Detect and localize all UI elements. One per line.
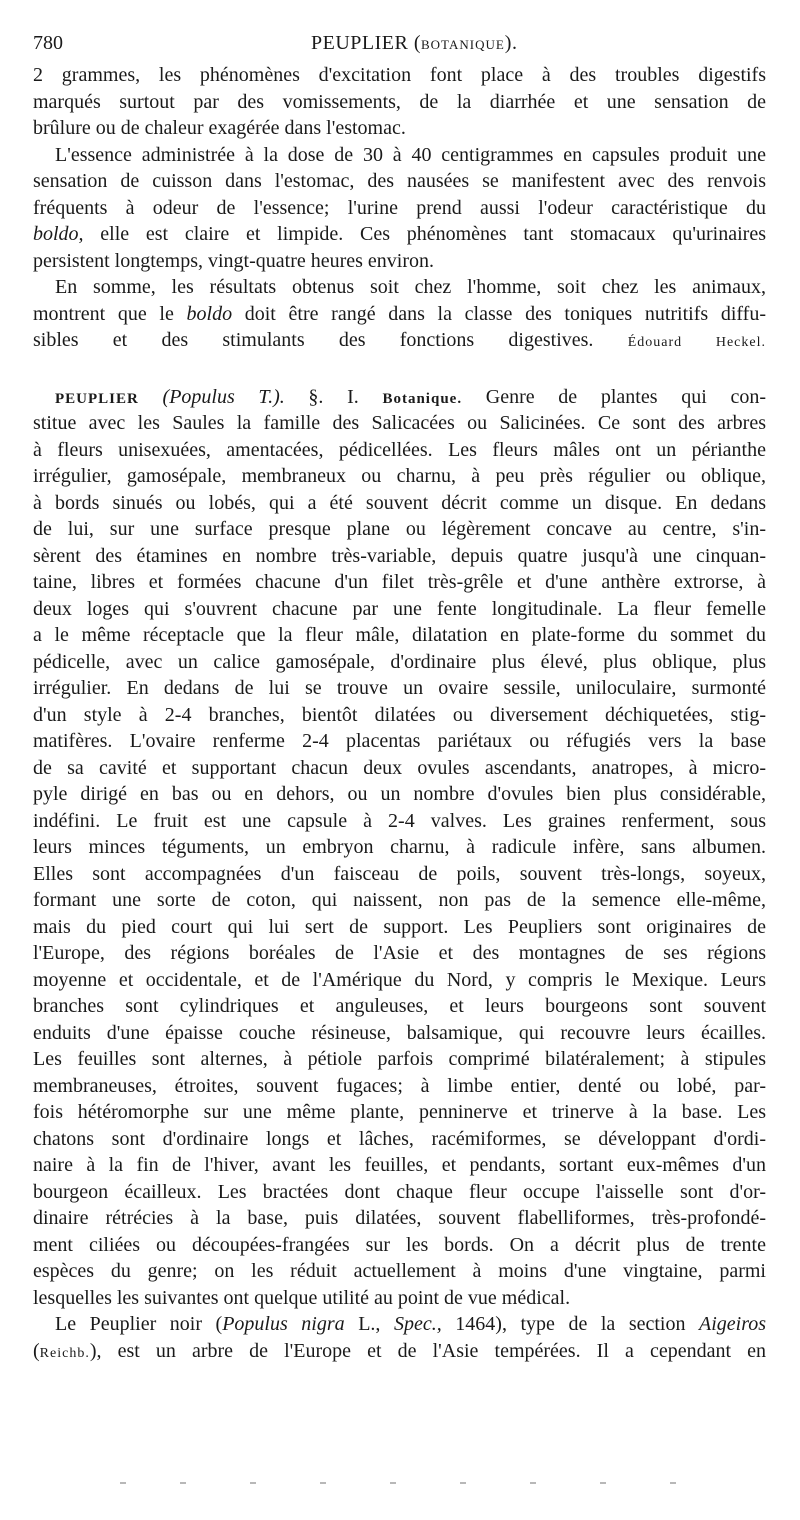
text-line: naire à la fin de l'hiver, avant les feuilles, et pendants, sortant eux-mêmes d'un — [33, 1154, 766, 1176]
text-line: membraneuses, étroites, souvent fugaces; à limbe entier, denté ou lobé, par- — [33, 1074, 766, 1097]
text-line: fois hétéromorphe sur une même plante, penninerve et trinerve à la base. Les — [33, 1101, 766, 1123]
body-text — [33, 62, 766, 1364]
text-line: Elles sont accompagnées d'un faisceau de poils, souvent très-longs, soyeux, — [33, 862, 766, 885]
running-head-title: PEUPLIER ( — [311, 32, 421, 54]
author-abbrev: Reichb. — [39, 1345, 90, 1361]
text-line: persistent longtemps, vingt-quatre heures environ. — [33, 249, 435, 272]
running-head-close: ). — [504, 32, 518, 54]
text-line: formant une sorte de coton, qui naissent, non pas de la semence elle-même, — [33, 889, 766, 911]
text-line: 2 grammes, les phénomènes d'excitation font place à des troubles digestifs — [33, 64, 766, 86]
text-line: montrent que le boldo doit être rangé dans la classe des toniques nutritifs diffu- — [33, 302, 766, 325]
text-line: Les feuilles sont alternes, à pétiole parfois comprimé bilatéralement; à stipules — [33, 1048, 766, 1070]
text-line: deux loges qui s'ouvrent chacune par une fente longitudinale. La fleur femelle — [33, 597, 766, 620]
text-line: marqués surtout par des vomissements, de la diarrhée et une sensation de — [33, 90, 766, 113]
text-line: branches sont cylindriques et anguleuses, et leurs bourgeons sont souvent — [33, 995, 766, 1017]
text-line: lesquelles les suivantes ont quelque utilité au point de vue médical. — [33, 1286, 571, 1309]
text-line: taine, libres et formées chacune d'un filet très-grêle et d'une anthère extrorse, à — [33, 571, 766, 593]
text-line: a le même réceptacle que la fleur mâle, dilatation en plate-forme du sommet du — [33, 624, 766, 646]
article-headword: PEUPLIER — [55, 390, 139, 407]
section-title: Botanique. — [382, 390, 463, 407]
author-signature: Édouard Heckel. — [627, 335, 767, 350]
article-taxon: (Populus T.). — [162, 385, 285, 408]
text-line: brûlure ou de chaleur exagérée dans l'estomac. — [33, 117, 406, 139]
text-line: mais du pied court qui lui sert de support. Les Peupliers sont originaires de — [33, 915, 766, 938]
page-number: 780 — [33, 32, 63, 54]
text-line: bourgeon écailleux. Les bractées dont chaque fleur occupe l'aisselle sont d'or- — [33, 1180, 766, 1203]
running-head-section: BOTANIQUE — [421, 37, 505, 52]
page-header — [33, 28, 766, 58]
italic-section-name: Aigeiros — [699, 1313, 767, 1335]
italic-citation: Spec., — [393, 1313, 442, 1335]
running-head — [311, 28, 517, 60]
text-line: enduits d'une épaisse couche résineuse, balsamique, qui recouvre leurs écailles. — [33, 1021, 766, 1044]
italic-term: boldo, — [33, 223, 84, 245]
text-line: à bords sinués ou lobés, qui a été souvent décrit comme un disque. En dedans — [33, 491, 766, 514]
text-line: chatons sont d'ordinaire longs et lâches, racémiformes, se développant d'ordi- — [33, 1127, 766, 1150]
text-line: pyle dirigé en bas ou en dehors, ou un nombre d'ovules bien plus considérable, — [33, 783, 766, 805]
text-line: boldo, elle est claire et limpide. Ces phénomènes tant stomacaux qu'urinaires — [33, 223, 766, 245]
italic-term: boldo — [186, 302, 233, 325]
text-line: leurs minces téguments, un embryon charnu, à radicule infère, sans albumen. — [33, 836, 766, 858]
text-line: pédicelle, avec un calice gamosépale, d'ordinaire plus élevé, plus oblique, plus — [33, 650, 766, 673]
text-line: sensation de cuisson dans l'estomac, des nausées se manifestent avec des renvois — [33, 170, 766, 192]
text-line: irrégulier, gamosépale, membraneux ou charnu, à peu près régulier ou oblique, — [33, 465, 766, 487]
text-line: fréquents à odeur de l'essence; l'urine prend aussi l'odeur caractéristique du — [33, 196, 766, 219]
text-line: matifères. L'ovaire renferme 2-4 placentas pariétaux ou réfugiés vers la base — [33, 730, 766, 752]
text-line: dinaire rétrécies à la base, puis dilatées, souvent flabelliformes, très-profondé- — [33, 1207, 766, 1229]
text-line: En somme, les résultats obtenus soit chez l'homme, soit chez les animaux, — [55, 276, 766, 298]
article-heading-line: PEUPLIER (Populus T.). §. I. Botanique. Genre de plantes qui con- — [55, 385, 766, 408]
text-line: moyenne et occidentale, et de l'Amérique du Nord, y compris le Mexique. Leurs — [33, 968, 766, 991]
text-line: à fleurs unisexuées, amentacées, pédicellées. Les fleurs mâles ont un périanthe — [33, 438, 766, 461]
text-line: L'essence administrée à la dose de 30 à 40 centigrammes en capsules produit une — [55, 143, 766, 166]
text-line: indéfini. Le fruit est une capsule à 2-4 valves. Les graines renferment, sous — [33, 809, 766, 832]
text-line: stitue avec les Saules la famille des Salicacées ou Salicinées. Ce sont des arbres — [33, 412, 766, 434]
text-line: ment ciliées ou découpées-frangées sur les bords. On a décrit plus de trente — [33, 1233, 766, 1256]
text-line: de lui, sur une surface presque plane ou légèrement concave au centre, s'in- — [33, 518, 766, 540]
text-line: Le Peuplier noir (Populus nigra L., Spec., 1464), type de la section Aigeiros — [55, 1313, 767, 1335]
text-line: irrégulier. En dedans de lui se trouve un ovaire sessile, uniloculaire, surmonté — [33, 677, 766, 699]
section-mark: §. I. — [308, 385, 359, 408]
text-line: d'un style à 2-4 branches, bientôt dilatées ou diversement déchiquetées, stig- — [33, 703, 766, 726]
text-line-with-signature: sibles et des stimulants des fonctions digestives. Édouard Heckel. — [33, 329, 767, 351]
page-bottom-marks — [100, 1478, 740, 1488]
text-line: l'Europe, des régions boréales de l'Asie et des montagnes de ses régions — [33, 942, 766, 964]
text-line: sèrent des étamines en nombre très-variable, depuis quatre jusqu'à une cinquan- — [33, 544, 766, 567]
italic-taxon: Populus nigra — [222, 1313, 345, 1335]
text-line: espèces du genre; on les réduit actuellement à moins d'une vingtaine, parmi — [33, 1260, 766, 1282]
text-line: de sa cavité et supportant chacun deux ovules ascendants, anatropes, à micro- — [33, 756, 766, 779]
text-line: (Reichb.), est un arbre de l'Europe et de l'Asie tempérées. Il a cependant en — [33, 1339, 766, 1362]
